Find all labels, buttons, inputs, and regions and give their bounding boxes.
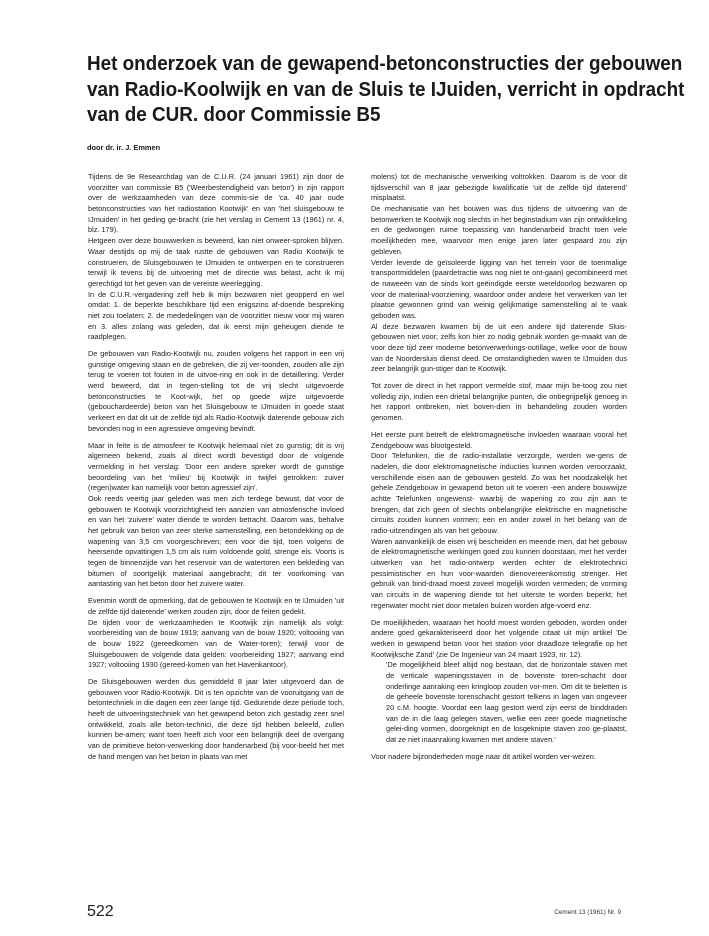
paragraph: Door Telefunken, die de radio-installatie verzorgde, werden we-gens de nadelen, die door elektromagnetische inducties kunnen worden veroorzaakt, verschillende eisen aan de gebouwen gesteld. Zo was het noodzakelijk het gehele Zendgebouw in gewapend beton uit te voeren -een andere bouwwijze achtte Telefunken ongewenst- waarbij de wapening zo zou zijn aan te brengen, dat zich geen of slechts onbelangrijke elektrische en magnetische circuits zouden kunnen vormen; een en ander zowel in het belang van de radio-uitzendingen als van het gebouw. bbox=[371, 451, 627, 535]
right-column bbox=[371, 172, 627, 762]
paragraph: Evenmin wordt de opmerking, dat de gebouwen te Kootwijk en te IJmuiden 'uit de zelfde tijd daterende' werken zouden zijn, door de feiten gedekt. bbox=[88, 596, 344, 616]
journal-reference: Cement 13 (1961) Nr. 9 bbox=[554, 909, 621, 916]
title-line: Het onderzoek van de gewapend-betonconstructies der gebouwen bbox=[87, 53, 683, 75]
article-title bbox=[87, 52, 685, 129]
paragraph: De mechanisatie van het bouwen was dus tijdens de uitvoering van de betonwerken te Kootwijk nog slechts in het beginstadium van zijn ontwikkeling en de gedwongen ruime toepassing van handenarbeid bracht toen vele moeilijkheden mee, waarvoor men enige jaren later gespaard zou zijn gebleven. bbox=[371, 204, 627, 256]
title-line: van de CUR. door Commissie B5 bbox=[87, 104, 381, 127]
paragraph: In de C.U.R.-vergadering zelf heb ik mijn bezwaren niet geopperd en wel omdat: 1. de beperkte beschikbare tijd een enigszins af-doende bespreking niet zou toelaten; 2. de mededelingen van de voorzitter nieuw voor mij waren en 3. alles zolang was geleden, dat ik eerst mijn geheugen diende te raadplegen. bbox=[88, 289, 344, 342]
title-line: van Radio-Koolwijk en van de Sluis te IJuiden, verricht in opdracht bbox=[87, 78, 685, 101]
left-column bbox=[88, 172, 344, 762]
paragraph: De gebouwen van Radio-Kootwijk nu, zouden volgens het rapport in een vrij gunstige omgeving staan en de gebreken, die zij ver-toonden, zouden alle zijn terug te voeren tot fouten in de uitvoe-ring en ook in de detaillering. Verder werd beweerd, dat in tegen-stelling tot de vrij slecht uitgevoerde betonconstructies te Koot-wijk, het op goede wijze uitgevoerde (gebouchardeerde) beton van het Sluisgebouw te IJmuiden in goede staat verkeert en dat dit uit de zelfde tijd als Radio-Kootwijk daterende gebouw zich bevonden nog in een agressieve omgeving bevindt. bbox=[88, 349, 344, 433]
paragraph: Ook reeds veertig jaar geleden was men zich terdege bewust, dat voor de gebouwen te Kootwijk voorzichtigheid ten aanzien van atmosferische invloed en van het 'zuivere' water diende te worden betracht. Daarom was, behalve het gebruik van beton van zeer sterke samenstelling, een betondekking op de wapening van 3,5 cm voorgeschreven; een voor die tijd, toen volgens de heersende opvattingen 1,5 cm als ruim voldoende gold, strenge eis. Voorts is tegen de binnenzijde van het reservoir van de watertoren een bekleding van bitumen of soortgelijk materiaal aangebracht; dit ter voorkoming van aantasting van het beton door het zuivere water. bbox=[88, 493, 344, 589]
paragraph: Het eerste punt betreft de elektromagnetische invloeden waaraan vooral het Zendgebouw was blootgesteld. bbox=[371, 429, 627, 450]
paragraph: Tot zover de direct in het rapport vermelde stof, maar mijn be-toog zou niet volledig zijn, indien een drietal belangrijke punten, die onbegrijpelijk genoeg in het rapport ontbreken, niet boven-dien in behandeling zouden worden genomen. bbox=[371, 381, 627, 423]
paragraph: De moeilijkheden, waaraan het hoofd moest worden geboden, worden onder andere goed gekarakteriseerd door het volgende citaat uit mijn artikel 'De werken in gewapend beton voor het station voor draadloze telegrafie op het Kootwijksche Zand' (zie De Ingenieur van 24 maart 1923, nr. 12). bbox=[371, 617, 627, 659]
author-byline: door dr. ir. J. Emmen bbox=[87, 143, 161, 152]
paragraph: Al deze bezwaren kwamen bij de uit een andere tijd daterende Sluis-gebouwen niet voor; zelfs kon hier zo nodig gebruik worden ge-maakt van de voor deze tijd zeer moderne betonverwerkings-outillage, welke voor de bouw van de Noordersluis dienst deed. De omstandigheden waren te IJmuiden dus zeer belangrijk gun-stiger dan te Kootwijk. bbox=[371, 321, 627, 374]
paragraph: De Sluisgebouwen werden dus gemiddeld 8 jaar later uitgevoerd dan de gebouwen voor Radio-Kootwijk. Dit is ten opzichte van de vooruitgang van de betontechniek in die dagen een zeer lange tijd. Gedurende deze periode toch, heeft de uitvoeringstechniek van het gewapend beton zich gestadig zeer snel ontwikkeld, zoals alle beton-technici, die deze tijd hebben beleefd, zullen kunnen be-amen; want toen heeft zich voor een belangrijk deel de overgang van de primitieve beton-verwerking door handenarbeid (bij voor-beeld het met de hand mengen van het beton in plaats van met bbox=[88, 676, 344, 761]
paragraph: Verder leverde de geïsoleerde ligging van het terrein voor de toenmalige transportmiddelen (paardetractie was nog niet te ont-gaan) gecombineerd met de naweeën van de sinds kort geëindigde eerste wereldoorlog bezwaren op voor de materiaal-voorziening, waardoor onder andere het verwerken van ter plaatse gewonnen grind van weinig gelijkmatige samenstelling al te vaak geboden was. bbox=[371, 257, 627, 320]
paragraph: Voor nadere bijzonderheden moge naar dit artikel worden ver-wezen. bbox=[371, 751, 596, 761]
paragraph: Waren aanvankelijk de eisen vrij bescheiden en meende men, dat het gebouw de elektromagnetische werkingen goed zou kunnen doorstaan, met het verder uitwerken van het radio-ontwerp werden echter de elektrotechnici pessimistischer en hun voor-waarden dienovereenkomstig strenger. Het gebruik van bind-draad moest zoveel mogelijk worden vermeden; de vorming van circuits in de wapening diende tot het uiterste te worden beperkt; het regenwater mocht niet door metalen buizen worden afge-voerd enz. bbox=[371, 536, 627, 610]
paragraph: Tijdens de 9e Researchdag van de C.U.R. (24 januari 1961) zijn door de voorzitter van commissie B5 ('Weerbestendigheid van beton') in zijn rapport over de werkzaamheden van deze commis-sie de 'ca. 40 jaar oude betonconstructies van het radiostation Kootwijk' en van 'het sluisgebouw te IJmuiden' in het geding ge-bracht (zie het verslag in Cement 13 (1961) nr. 4, blz. 179). bbox=[88, 172, 344, 235]
paragraph: molens) tot de mechanische verwerking voltrokken. Daarom is de voor dit tijdsverschil van 8 jaar gebezigde kwalificatie 'uit de zelfde tijd daterend' misplaatst. bbox=[371, 172, 627, 203]
paragraph: De tijden voor de werkzaamheden te Kootwijk zijn namelijk als volgt: voorbereiding van de bouw 1919; aanvang van de bouw 1920; voltooiing van de bouw 1922 (gereedkomen van de Water-toren); terwijl voor de Sluisgebouwen de volgende data gelden: voorbereiding 1927; aanvang eind 1927; voltooiing 1930 (gereed-komen van het Havenkantoor). bbox=[88, 617, 344, 670]
page-number: 522 bbox=[87, 903, 114, 920]
paragraph: Maar in feite is de atmosfeer te Kootwijk helemaal niet zo gunstig; dit is vrij algemeen bekend, zoals al direct wordt bevestigd door de volgende vermelding in het verslag: 'Door een andere spreker wordt de gunstige beoordeling van het 'milieu' bij Kootwijk in twijfel getrokken: zuiver (regen)water kan namelijk voor beton agressief zijn'. bbox=[88, 440, 344, 493]
paragraph: Hetgeen over deze bouwwerken is beweerd, kan niet onweer-sproken blijven. Waar destijds op mij de taak rustte de gebouwen van Radio Kootwijk te construeren, de Sluisgebouwen te IJmuiden te ontwerpen en te construeren terwijl ik tevens bij de uitvoering met de directie was belast, acht ik mij gerechtigd tot het geven van de vereiste weerlegging. bbox=[88, 236, 344, 288]
block-quote: 'De mogelijkheid bleef altijd nog bestaan, dat de horizontale staven met de verticale wapeningsstaven in de bovenste toren-schacht door onderlinge aanraking een kringloop zouden vor-men. Om dit te beletten is de geheele bovenste torenschacht gestort telkens in lagen van ongeveer 20 c.M. hoogte. Voordat een laag gestort werd zijn eerst de binddraden van de in die laag gelegen staven, welke een zeer goede magnetische gelei-ding vormen, doorgeknipt en de losgeknipte staven zoo ge-plaatst, dat ze niet inaanraking kwamen met andere staven.' bbox=[386, 660, 627, 745]
